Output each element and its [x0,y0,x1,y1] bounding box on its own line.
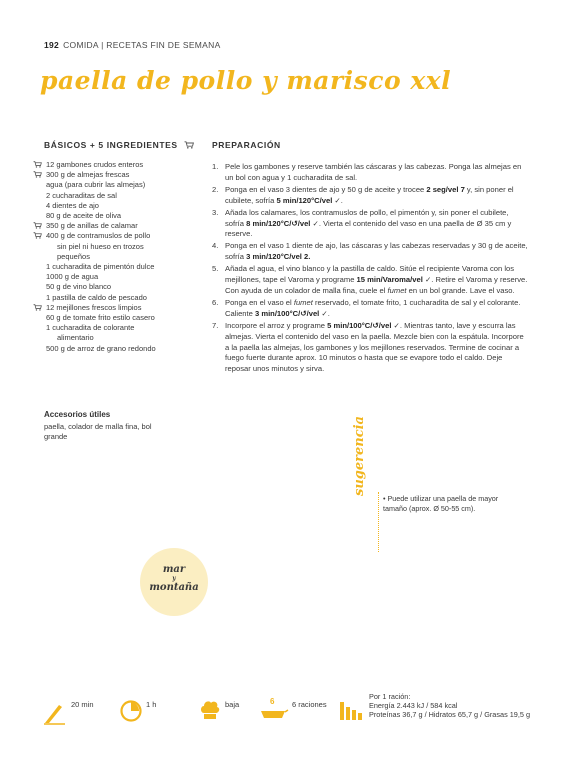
step-text: ✓. Mientras tanto, lave y escurra las almejas. Vierta el contenido del vaso en la paella. Mezcle bien con la espátula. Incorpore a la paella las almejas, los gambones y los mejillones reservados. Termine de cocinar a fuego fuerte durante aprox. 10 minutos o hasta que se evapore todo el caldo. Deje reposar unos minutos y sirva. [225,320,524,374]
step-setting: 3 min/100°C/ [254,308,301,318]
preparation-heading: PREPARACIÓN [212,140,281,150]
step-text: Ponga en el vaso el [225,297,294,307]
step-setting: ↺ [372,320,379,330]
preparation-step [212,208,528,241]
badge-line3: montaña [149,582,199,593]
preparation-step [212,321,528,376]
ingredient-item: alimentario [57,333,94,343]
accessories-heading: Accesorios útiles [44,410,111,419]
suggestion-body: Puede utilizar una paella de mayor tamaño (aprox. Ø 50-55 cm). [383,494,499,513]
ingredient-item: agua (para cubrir las almejas) [46,180,146,190]
step-text: ✓. [332,195,343,205]
page-header [44,40,221,50]
step-text: Pele los gambones y reserve también las cáscaras y las cabezas. Ponga las almejas en un bol con agua y 1 cucharadita de sal. [225,162,522,182]
nutrition-info [369,692,530,719]
knife-prep-time-icon [43,703,67,725]
step-text: ✓. Retire el Varoma y reserve. Con ayuda de un colador de malla fina, cuele el [225,275,528,295]
ingredient-item: 80 g de aceite de oliva [46,211,122,221]
suggestion-text: • Puede utilizar una paella de mayor tamaño (aprox. Ø 50-55 cm). [383,494,499,513]
preparation-step [212,298,528,320]
cart-icon [33,222,42,229]
ingredient-item: 1 pastilla de caldo de pescado [46,292,147,302]
ingredient-item: 1000 g de agua [46,272,99,282]
cart-icon [33,304,42,311]
ingredient-item: 50 g de vino blanco [46,282,112,292]
portions-icon-number: 6 [270,697,275,706]
step-number: 5. [212,264,219,274]
step-number: 3. [212,207,219,217]
preparation-step [212,162,528,184]
step-setting: ↺ [300,308,307,318]
step-number: 1. [212,162,219,171]
mar-y-montana-badge [140,548,208,616]
total-time: 1 h [146,700,157,709]
step-setting: 8 min/120°C/ [246,218,292,228]
cart-icon [33,161,42,168]
ingredients-list [33,160,203,354]
preparation-step [212,241,528,263]
nutrition-energy: Energía 2.443 kJ / 584 kcal [369,701,458,710]
ingredient-item: 4 dientes de ajo [46,200,99,210]
ingredient-item: 12 gambones crudos enteros [33,160,203,170]
step-number: 7. [212,320,219,330]
cart-icon [184,141,194,149]
clock-total-time-icon [120,700,142,722]
chef-hat-icon [199,699,221,721]
cart-icon [33,171,42,178]
ingredient-item: pequeños [57,251,90,261]
preparation-step [212,264,528,297]
ingredient-item: 300 g de almejas frescas [33,170,203,180]
preparation-steps [212,162,528,376]
section-title: COMIDA | RECETAS FIN DE SEMANA [63,40,221,50]
step-text: reservado, el tomate frito, 1 cucharadita de sal y el colorante. Caliente [225,297,521,318]
ingredient-item: 400 g de contramuslos de pollo [33,231,203,241]
step-text: y, sin poner el cubilete, sofría [225,184,514,205]
preparation-step [212,185,528,207]
step-text: ✓. Vierta el contenido del vaso en una paella de Ø 35 cm y reserve. [225,218,512,239]
badge-line1: mar [162,564,186,575]
ingredient-item: 60 g de tomate frito estilo casero [46,313,155,323]
portions: 6 raciones [292,700,327,709]
ingredient-item: 350 g de anillas de calamar [33,221,203,231]
step-setting: 5 min/120°C/vel [276,195,333,205]
step-setting: /vel [378,320,392,330]
step-text: Añada los calamares, los contramuslos de pollo, el pimentón y, sin poner el cubilete, sofría [225,207,509,228]
step-number: 2. [212,184,219,194]
step-setting: ↺ [291,218,298,228]
step-setting: 5 min/100°C/ [327,320,373,330]
step-text: ✓. [319,308,330,318]
difficulty: baja [225,700,240,709]
step-number: 4. [212,241,219,251]
ingredient-item: 1 cucharadita de colorante [46,323,135,333]
nutrition-intro: Por 1 ración: [369,692,411,701]
suggestion-label: sugerencia [352,416,367,496]
ingredient-item: 2 cucharaditas de sal [46,190,117,200]
step-text: fumet [293,297,313,307]
step-text: Incorpore el arroz y programe [225,320,328,330]
page-number: 192 [44,40,60,50]
nutrition-bars-icon [339,698,365,722]
suggestion-divider [378,492,380,552]
step-setting: 2 seg/vel 7 [426,184,465,194]
step-setting: /vel [297,218,311,228]
step-text: fumet [387,285,407,295]
step-text: Ponga en el vaso 3 dientes de ajo y 50 g de aceite y trocee [225,184,427,194]
ingredient-item: 12 mejillones frescos limpios [33,303,203,313]
step-text: Ponga en el vaso 1 diente de ajo, las cáscaras y las cabezas reservadas y 30 g de aceite, sofría [225,241,528,262]
step-text: en un bol grande. Lave el vaso. [406,285,515,295]
step-text: Añada el agua, el vino blanco y la pastilla de caldo. Sitúe el recipiente Varoma con los mejillones, tape el Varoma y programe [225,264,515,285]
step-setting: 3 min/120°C/vel 2. [246,252,311,262]
prep-time: 20 min [71,700,94,709]
ingredients-heading [44,140,194,150]
accessories-text: paella, colador de malla fina, bol grande [44,422,152,441]
nutrition-macros: Proteínas 36,7 g / Hidratos 65,7 g / Grasas 19,5 g [369,710,531,719]
ingredient-item: sin piel ni hueso en trozos [57,241,144,251]
ingredient-item: 500 g de arroz de grano redondo [46,343,156,353]
cart-icon [33,232,42,239]
step-setting: /vel [306,308,320,318]
ingredient-item: 1 cucharadita de pimentón dulce [46,262,155,272]
badge-line2: y [172,575,176,582]
recipe-title: paella de pollo y marisco xxl [40,66,452,95]
step-setting: 15 min/Varoma/vel [356,275,423,285]
step-number: 6. [212,297,219,307]
ingredients-heading-text: BÁSICOS + 5 INGREDIENTES [44,140,178,150]
